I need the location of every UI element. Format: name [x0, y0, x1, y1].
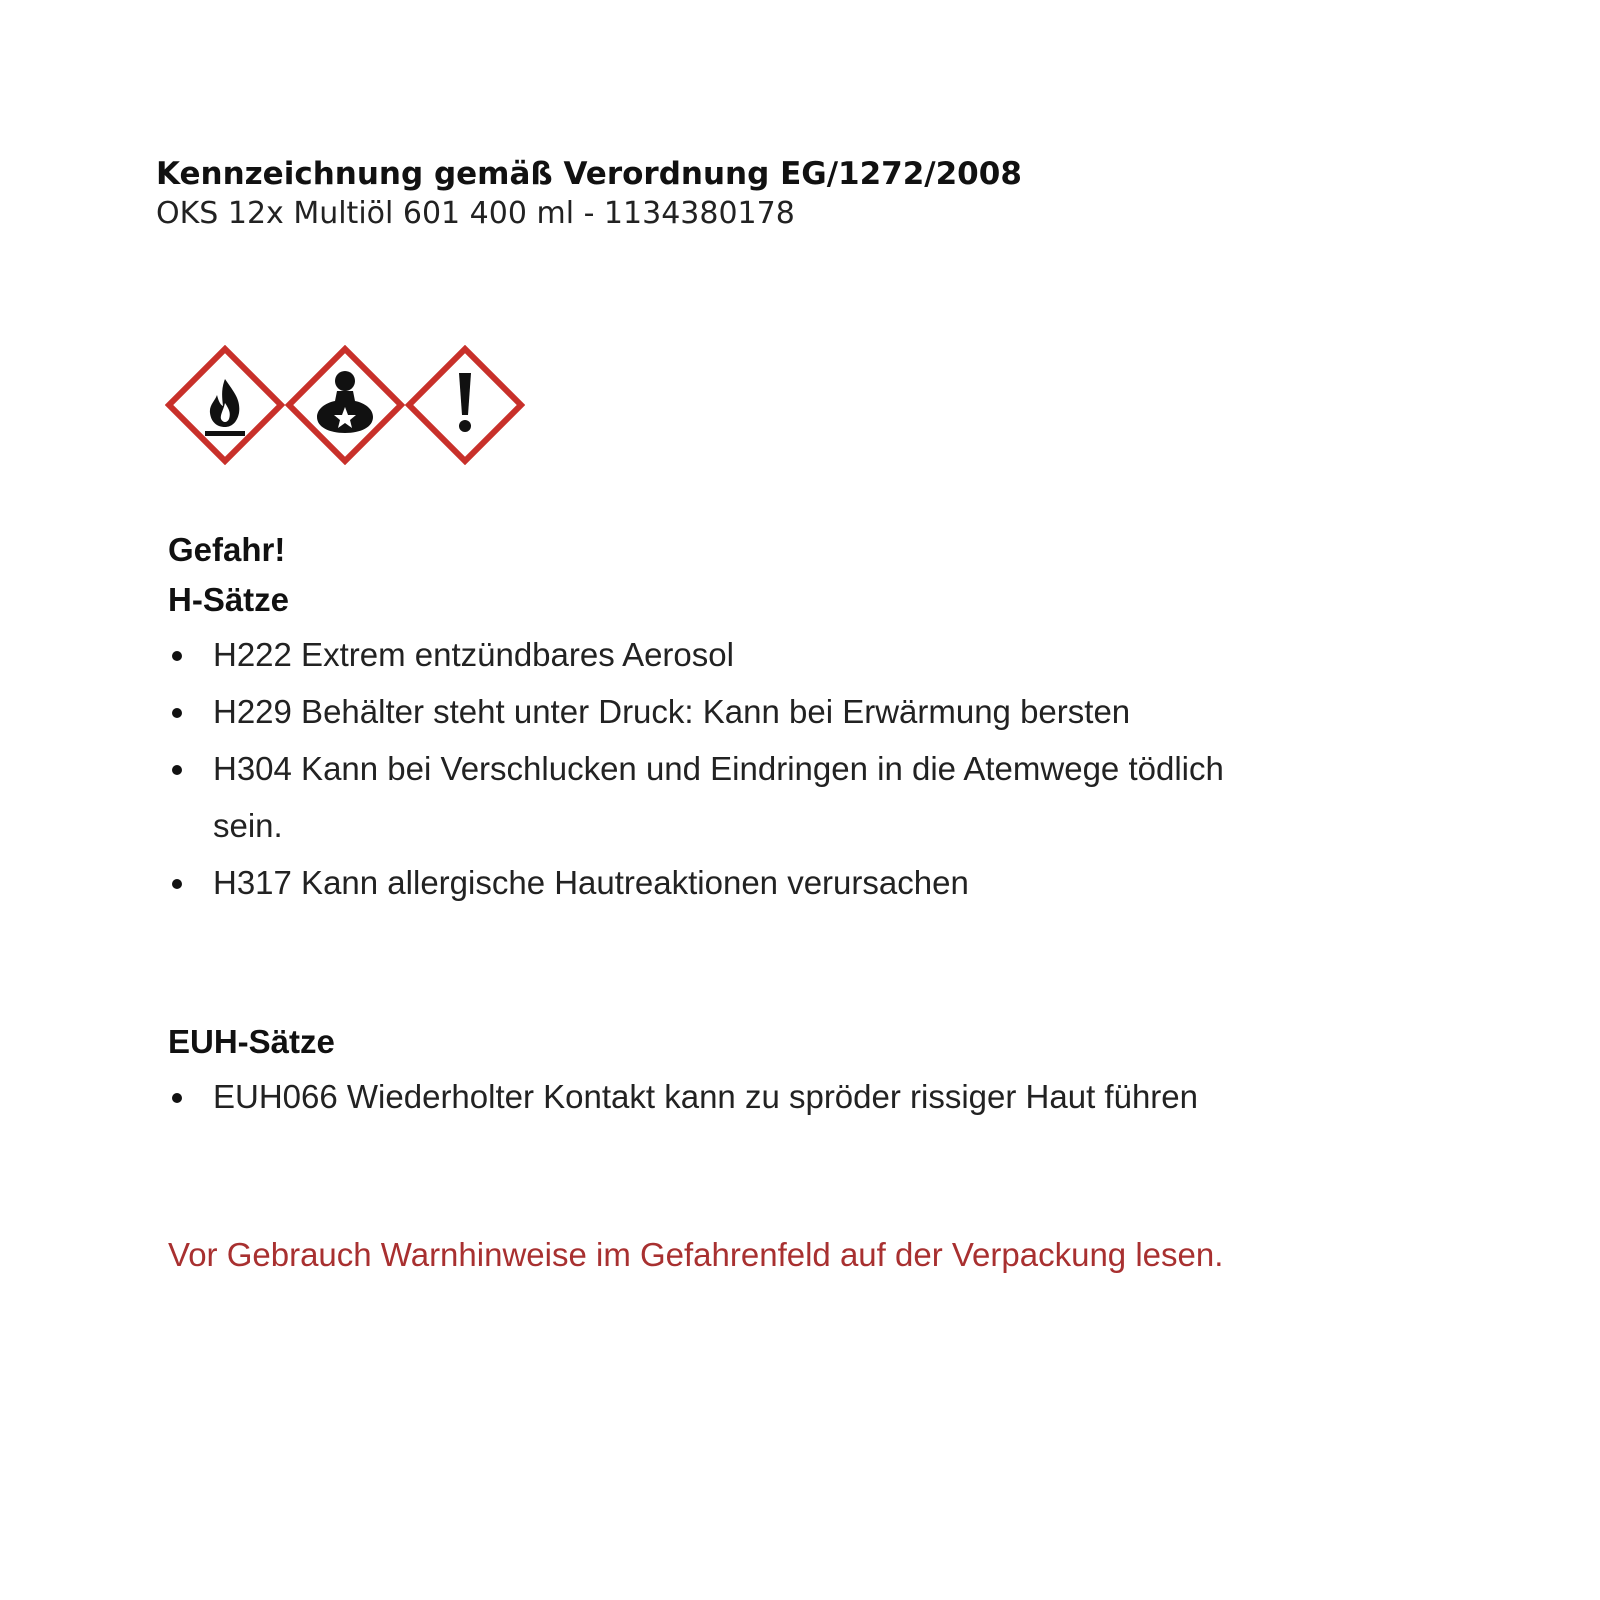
- list-item: H304 Kann bei Verschlucken und Eindringen in die Atemwege tödlich sein.: [168, 740, 1248, 854]
- product-subtitle: OKS 12x Multiöl 601 400 ml - 1134380178: [156, 196, 795, 231]
- list-item: EUH066 Wiederholter Kontakt kann zu spröder rissiger Haut führen: [168, 1068, 1248, 1125]
- ghs-pictograms: [165, 345, 525, 465]
- flame-icon: [165, 345, 285, 465]
- list-item: H222 Extrem entzündbares Aerosol: [168, 626, 1248, 683]
- h-statements-heading: H-Sätze: [168, 581, 290, 618]
- hazard-content: [168, 526, 1248, 1284]
- h-statements-list: [168, 626, 1248, 911]
- list-item: H317 Kann allergische Hautreaktionen verursachen: [168, 854, 1248, 911]
- signal-word: Gefahr!: [168, 531, 286, 568]
- euh-statements-heading: EUH-Sätze: [168, 1023, 335, 1060]
- exclamation-mark-icon: [405, 345, 525, 465]
- header: [156, 154, 1022, 234]
- list-item: H229 Behälter steht unter Druck: Kann bei Erwärmung bersten: [168, 683, 1248, 740]
- health-hazard-icon: [285, 345, 405, 465]
- warning-note: Vor Gebrauch Warnhinweise im Gefahrenfeld auf der Verpackung lesen.: [168, 1236, 1224, 1273]
- document-title: Kennzeichnung gemäß Verordnung EG/1272/2008: [156, 156, 1022, 192]
- euh-statements-list: [168, 1068, 1248, 1125]
